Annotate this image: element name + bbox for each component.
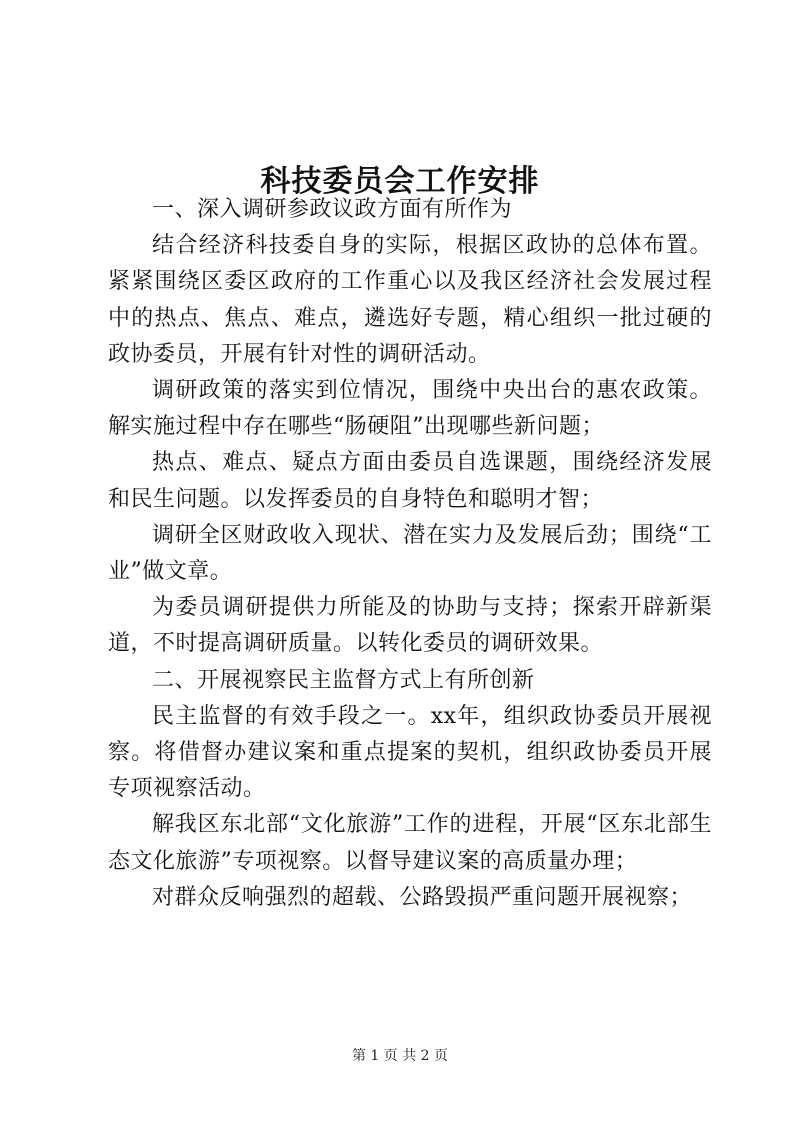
paragraph: 对群众反响强烈的超载、公路毁损严重问题开展视察；: [152, 884, 693, 910]
document-body: [108, 192, 712, 916]
paragraph: 调研全区财政收入现状、潜在实力及发展后劲；围绕“工业”做文章。: [108, 522, 712, 585]
paragraph: 调研政策的落实到位情况，围绕中央出台的惠农政策。解实施过程中存在哪些“肠硬阻”出现哪些新问题；: [108, 378, 712, 440]
paragraph: 民主监督的有效手段之一。xx年，组织政协委员开展视察。将借督办建议案和重点提案的契机，组织政协委员开展专项视察活动。: [108, 703, 712, 802]
paragraph: 为委员调研提供力所能及的协助与支持；探索开辟新渠道，不时提高调研质量。以转化委员的调研效果。: [108, 595, 712, 657]
section-heading-inspection: 二、开展视察民主监督方式上有所创新: [152, 667, 535, 693]
paragraph: 结合经济科技委自身的实际，根据区政协的总体布置。紧紧围绕区委区政府的工作重心以及我区经济社会发展过程中的热点、焦点、难点，遴选好专题，精心组织一批过硬的政协委员，开展有针对性的调研活动。: [108, 233, 712, 367]
paragraph: 解我区东北部“文化旅游”工作的进程，开展“区东北部生态文化旅游”专项视察。以督导建议案的高质量办理；: [108, 812, 712, 874]
page-footer: 第 1 页 共 2 页: [351, 1048, 449, 1064]
document-title: 科技委员会工作安排: [260, 164, 540, 200]
paragraph: 热点、难点、疑点方面由委员自选课题，围绕经济发展和民生问题。以发挥委员的自身特色和聪明才智；: [108, 450, 712, 512]
section-heading-research: 一、深入调研参政议政方面有所作为: [152, 197, 513, 222]
